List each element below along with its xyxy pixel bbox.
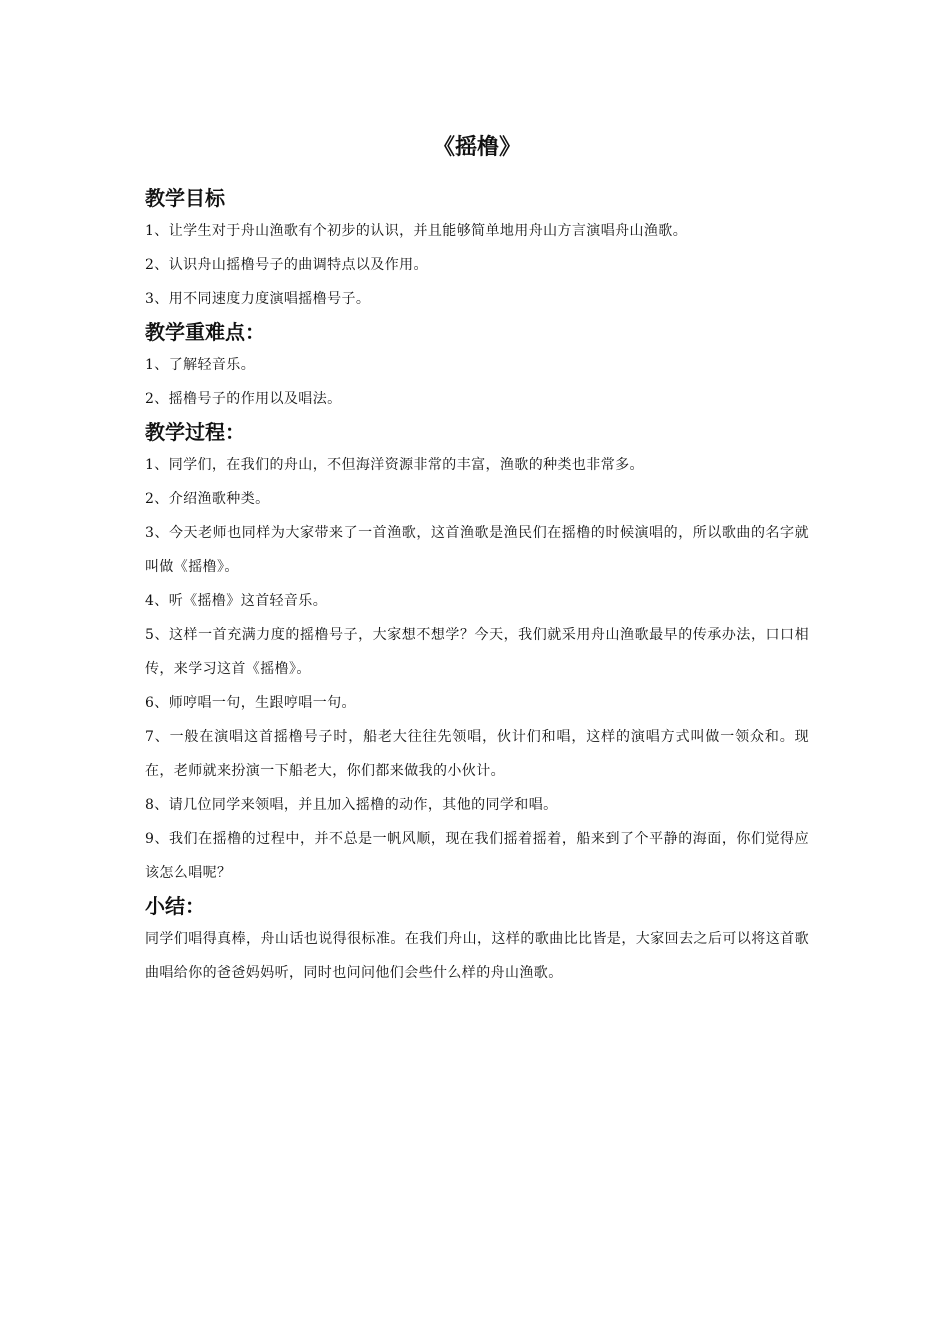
document-page: [145, 130, 809, 990]
process-item-3: 3、今天老师也同样为大家带来了一首渔歌，这首渔歌是渔民们在摇橹的时候演唱的，所以歌曲的名字就叫做《摇橹》。: [145, 525, 809, 575]
objective-item-2: 2、认识舟山摇橹号子的曲调特点以及作用。: [145, 257, 428, 273]
section-key-points: [145, 316, 809, 416]
process-item-7: 7、一般在演唱这首摇橹号子时，船老大往往先领唱，伙计们和唱，这样的演唱方式叫做一领众和。现在，老师就来扮演一下船老大，你们都来做我的小伙计。: [145, 729, 809, 779]
section-process: [145, 416, 809, 890]
process-item-4: 4、听《摇橹》这首轻音乐。: [145, 593, 328, 609]
process-item-5: 5、这样一首充满力度的摇橹号子，大家想不想学？今天，我们就采用舟山渔歌最早的传承办法，口口相传，来学习这首《摇橹》。: [145, 627, 809, 677]
process-item-8: 8、请几位同学来领唱，并且加入摇橹的动作，其他的同学和唱。: [145, 797, 558, 813]
process-item-9: 9、我们在摇橹的过程中，并不总是一帆风顺，现在我们摇着摇着，船来到了个平静的海面，你们觉得应该怎么唱呢？: [145, 831, 809, 881]
objective-item-3: 3、用不同速度力度演唱摇橹号子。: [145, 291, 371, 307]
process-item-1: 1、同学们，在我们的舟山，不但海洋资源非常的丰富，渔歌的种类也非常多。: [145, 457, 644, 473]
key-point-item-2: 2、摇橹号子的作用以及唱法。: [145, 391, 342, 407]
process-item-6: 6、师哼唱一句，生跟哼唱一句。: [145, 695, 356, 711]
objective-item-1: 1、让学生对于舟山渔歌有个初步的认识，并且能够简单地用舟山方言演唱舟山渔歌。: [145, 223, 688, 239]
section-heading-process: 教学过程：: [145, 420, 245, 444]
process-item-2: 2、介绍渔歌种类。: [145, 491, 270, 507]
section-objectives: [145, 182, 809, 316]
summary-paragraph: 同学们唱得真棒，舟山话也说得很标准。在我们舟山，这样的歌曲比比皆是，大家回去之后可以将这首歌曲唱给你的爸爸妈妈听，同时也问问他们会些什么样的舟山渔歌。: [145, 931, 809, 981]
section-summary: [145, 890, 809, 990]
section-heading-objectives: 教学目标: [145, 186, 225, 210]
key-point-item-1: 1、了解轻音乐。: [145, 357, 256, 373]
section-heading-summary: 小结：: [145, 894, 205, 918]
section-heading-key-points: 教学重难点：: [145, 320, 265, 344]
document-title: 《摇橹》: [432, 135, 521, 160]
